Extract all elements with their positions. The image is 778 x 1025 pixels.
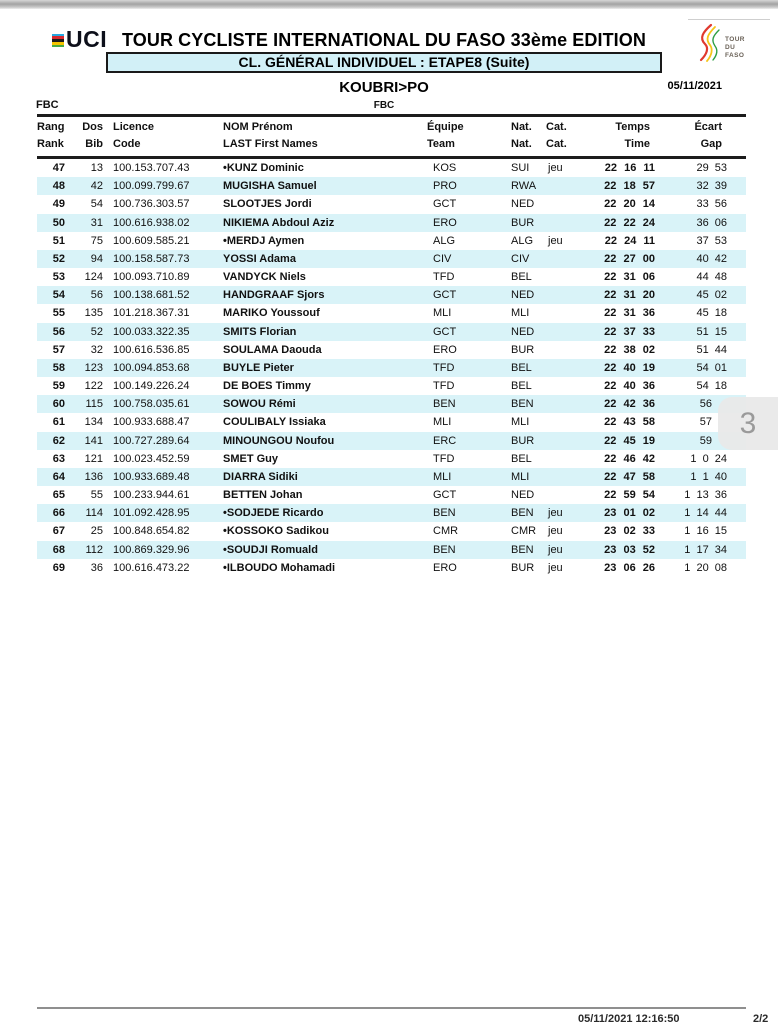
- column-header-license: Licence: [113, 121, 154, 133]
- cell-rider-name: YOSSI Adama: [223, 252, 296, 265]
- cell-nationality: RWA: [511, 180, 537, 193]
- stage-route-title: KOUBRI>PO: [339, 79, 429, 96]
- cell-team: CMR: [433, 525, 459, 538]
- column-header-category: Cat.: [546, 121, 567, 133]
- report-date: 05/11/2021: [667, 80, 722, 92]
- cell-bib: 134: [84, 416, 103, 429]
- cell-gap: 1 1 40: [690, 470, 727, 483]
- organizer-code-left: FBC: [36, 99, 59, 111]
- table-row: [37, 450, 746, 468]
- cell-gap: 45 18: [696, 307, 727, 320]
- cell-time: 22 38 02: [604, 343, 655, 356]
- cell-time: 22 42 36: [604, 398, 655, 411]
- cell-license: 100.149.226.24: [113, 380, 190, 393]
- cell-nationality: SUI: [511, 162, 530, 174]
- column-header-team: Équipe: [427, 121, 464, 133]
- column-header-time-en: Time: [624, 138, 650, 150]
- uci-rainbow-stripes-icon: [52, 34, 64, 48]
- cell-nationality: BEN: [511, 398, 534, 411]
- cell-time: 22 16 11: [604, 162, 655, 174]
- cell-rank: 67: [52, 525, 65, 538]
- cell-nationality: BEL: [511, 452, 532, 465]
- cell-license: 100.099.799.67: [113, 180, 190, 193]
- cell-license: 100.616.473.22: [113, 561, 190, 574]
- cell-gap: 29 53: [696, 162, 727, 174]
- cell-license: 100.933.688.47: [113, 416, 190, 429]
- cell-bib: 36: [90, 561, 103, 574]
- cyclist-swoosh-icon: [701, 25, 711, 60]
- cell-rank: 56: [52, 325, 65, 338]
- tdf-wordmark-line3: FASO: [725, 52, 745, 59]
- cell-license: 100.609.585.21: [113, 234, 190, 247]
- cell-time: 22 31 20: [604, 289, 655, 302]
- footer-rule: [37, 1007, 746, 1009]
- cell-rank: 61: [52, 416, 65, 429]
- cell-gap: 32 39: [696, 180, 727, 193]
- cell-nationality: NED: [511, 325, 535, 338]
- tdf-wordmark-line2: DU: [725, 44, 736, 51]
- cell-time: 22 22 24: [604, 216, 655, 229]
- cell-team: CIV: [433, 252, 452, 265]
- table-row: [37, 395, 746, 413]
- cell-nationality: NED: [511, 198, 535, 211]
- cell-time: 23 06 26: [604, 561, 655, 574]
- cell-license: 101.218.367.31: [113, 307, 190, 320]
- cell-team: GCT: [433, 289, 457, 302]
- cell-nationality: BUR: [511, 434, 535, 447]
- cell-time: 22 18 57: [604, 180, 655, 193]
- classification-title: CL. GÉNÉRAL INDIVIDUEL : ETAPE8 (Suite): [238, 54, 530, 70]
- cell-bib: 123: [84, 361, 103, 374]
- column-header-bib: Dos: [82, 121, 103, 133]
- tdf-wordmark-line1: TOUR: [725, 36, 745, 43]
- cell-rider-name: SOWOU Rémi: [223, 398, 296, 411]
- cell-rank: 68: [52, 543, 65, 556]
- cell-nationality: BEL: [511, 271, 532, 284]
- cell-bib: 114: [85, 507, 103, 520]
- cell-time: 22 40 36: [604, 380, 655, 393]
- cell-nationality: CIV: [511, 252, 530, 265]
- cell-rider-name: NIKIEMA Abdoul Aziz: [223, 216, 335, 229]
- cell-rank: 63: [52, 452, 65, 465]
- table-row: [37, 359, 746, 377]
- cell-rank: 49: [52, 198, 65, 211]
- tour-du-faso-logo: [693, 22, 769, 68]
- cell-bib: 54: [90, 198, 103, 211]
- table-row: [37, 195, 746, 213]
- footer-page-counter: 2/2: [753, 1013, 769, 1025]
- cell-rank: 62: [52, 434, 65, 447]
- cell-nationality: BEN: [511, 507, 534, 520]
- cell-time: 22 43 58: [604, 416, 655, 429]
- column-header-gap-en: Gap: [700, 138, 722, 150]
- cell-license: 100.158.587.73: [113, 252, 190, 265]
- cell-team: PRO: [433, 180, 457, 193]
- cell-license: 100.616.536.85: [113, 343, 190, 356]
- cell-time: 22 31 36: [604, 307, 655, 320]
- cell-team: KOS: [433, 162, 457, 174]
- cell-team: ERO: [433, 561, 457, 574]
- table-row: [37, 522, 746, 540]
- cell-gap: 1 17 34: [684, 543, 727, 556]
- column-header-rank: Rang: [37, 121, 65, 133]
- cell-time: 22 59 54: [604, 489, 655, 502]
- cell-rider-name: •SODJEDE Ricardo: [223, 507, 324, 520]
- cell-team: MLI: [433, 470, 452, 483]
- cell-license: 100.023.452.59: [113, 452, 190, 465]
- cell-rider-name: DIARRA Sidiki: [223, 470, 298, 483]
- cell-gap: 56: [699, 398, 712, 411]
- table-row: [37, 159, 746, 177]
- cell-rank: 53: [52, 271, 65, 284]
- cell-license: 100.736.303.57: [113, 198, 190, 211]
- cell-gap: 1 0 24: [690, 452, 727, 465]
- cell-bib: 136: [84, 470, 103, 483]
- cell-rank: 48: [52, 180, 65, 193]
- cell-bib: 32: [90, 343, 103, 356]
- cell-nationality: BEL: [511, 380, 532, 393]
- cell-gap: 1 14 44: [684, 507, 727, 520]
- cell-rank: 59: [52, 380, 65, 393]
- cell-rank: 51: [52, 234, 65, 247]
- table-row: [37, 232, 746, 250]
- cell-gap: 40 42: [696, 252, 727, 265]
- cell-license: 100.094.853.68: [113, 361, 190, 374]
- cell-rank: 52: [52, 252, 65, 265]
- cell-gap: 57: [699, 416, 712, 429]
- cell-rider-name: VANDYCK Niels: [223, 271, 306, 284]
- column-header-license-en: Code: [113, 138, 141, 150]
- cell-rider-name: BUYLE Pieter: [223, 361, 294, 374]
- uci-stripe: [52, 45, 64, 48]
- cell-nationality: MLI: [511, 470, 530, 483]
- cell-nationality: BUR: [511, 216, 535, 229]
- cell-team: ERC: [433, 434, 457, 447]
- cell-rider-name: DE BOES Timmy: [223, 380, 311, 393]
- uci-logo-text: UCI: [66, 26, 108, 52]
- cell-bib: 13: [90, 162, 103, 174]
- cell-gap: 37 53: [696, 234, 727, 247]
- cell-rider-name: •MERDJ Aymen: [223, 234, 305, 247]
- table-row: [37, 468, 746, 486]
- table-body: [37, 159, 746, 577]
- cell-gap: 59: [699, 434, 712, 447]
- cell-nationality: BEL: [511, 361, 532, 374]
- document-title: [106, 30, 662, 54]
- cell-gap: 1 16 15: [684, 525, 727, 538]
- cell-nationality: BUR: [511, 561, 535, 574]
- cell-license: 100.848.654.82: [113, 525, 190, 538]
- cell-category: jeu: [548, 561, 563, 574]
- cell-time: 22 40 19: [604, 361, 655, 374]
- column-header-name-en: LAST First Names: [223, 138, 318, 150]
- cell-nationality: NED: [511, 489, 535, 502]
- cell-time: 22 37 33: [604, 325, 655, 338]
- cell-rider-name: •KOSSOKO Sadikou: [223, 525, 329, 538]
- uci-logo: [52, 26, 108, 52]
- cell-category: jeu: [548, 162, 563, 174]
- cell-team: GCT: [433, 198, 457, 211]
- cell-team: ERO: [433, 343, 457, 356]
- cell-license: 100.138.681.52: [113, 289, 190, 302]
- column-header-nationality-en: Nat.: [511, 138, 532, 150]
- logo-divider-line: [688, 19, 770, 20]
- cell-license: 100.727.289.64: [113, 434, 190, 447]
- cell-license: 100.869.329.96: [113, 543, 190, 556]
- cell-bib: 75: [90, 234, 103, 247]
- cell-rider-name: •KUNZ Dominic: [223, 162, 304, 174]
- cell-license: 100.093.710.89: [113, 271, 190, 284]
- table-row: [37, 323, 746, 341]
- cell-nationality: NED: [511, 289, 535, 302]
- table-row: [37, 377, 746, 395]
- cell-bib: 122: [84, 380, 103, 393]
- cell-bib: 121: [84, 452, 103, 465]
- table-row: [37, 304, 746, 322]
- cell-team: ERO: [433, 216, 457, 229]
- cell-rank: 55: [52, 307, 65, 320]
- cell-rank: 60: [52, 398, 65, 411]
- cell-rider-name: MINOUNGOU Noufou: [223, 434, 335, 447]
- cell-category: jeu: [548, 507, 563, 520]
- cell-bib: 25: [90, 525, 103, 538]
- cell-gap: 54 01: [696, 361, 727, 374]
- cell-time: 22 27 00: [604, 252, 655, 265]
- cell-rank: 65: [52, 489, 65, 502]
- column-header-time: Temps: [615, 121, 650, 133]
- table-row: [37, 214, 746, 232]
- cell-nationality: ALG: [511, 234, 534, 247]
- table-row: [37, 268, 746, 286]
- cell-license: 100.033.322.35: [113, 325, 190, 338]
- cell-gap: 36 06: [696, 216, 727, 229]
- column-header-bib-en: Bib: [85, 138, 103, 150]
- cell-time: 22 46 42: [604, 452, 655, 465]
- cell-team: GCT: [433, 325, 457, 338]
- table-row: [37, 286, 746, 304]
- cell-rider-name: BETTEN Johan: [223, 489, 303, 502]
- cell-bib: 52: [90, 325, 103, 338]
- cell-time: 22 20 14: [604, 198, 655, 211]
- column-header-nationality: Nat.: [511, 121, 532, 133]
- cell-team: TFD: [433, 361, 455, 374]
- cell-rider-name: MARIKO Youssouf: [223, 307, 320, 320]
- cell-rank: 66: [52, 507, 65, 520]
- cell-category: jeu: [548, 525, 563, 538]
- cell-team: TFD: [433, 380, 455, 393]
- cell-time: 23 03 52: [604, 543, 655, 556]
- page-title: TOUR CYCLISTE INTERNATIONAL DU FASO 33ème EDITION: [122, 30, 646, 54]
- cell-rank: 57: [52, 343, 65, 356]
- cell-rank: 58: [52, 361, 65, 374]
- cell-rider-name: •SOUDJI Romuald: [223, 543, 318, 556]
- cell-time: 22 47 58: [604, 470, 655, 483]
- cell-gap: 54 18: [696, 380, 727, 393]
- cell-bib: 55: [90, 489, 103, 502]
- organizer-code-center: FBC: [373, 100, 395, 111]
- cell-bib: 135: [84, 307, 103, 320]
- cell-gap: 51 15: [696, 325, 727, 338]
- cell-rank: 47: [52, 162, 65, 174]
- cell-time: 22 24 11: [604, 234, 655, 247]
- column-header-name: NOM Prénom: [223, 121, 293, 133]
- footer-datetime: 05/11/2021 12:16:50: [578, 1013, 680, 1025]
- column-header-rank-en: Rank: [37, 138, 64, 150]
- table-row: [37, 504, 746, 522]
- page-number: 3: [739, 406, 757, 440]
- cell-bib: 94: [90, 252, 103, 265]
- cell-team: MLI: [433, 416, 452, 429]
- cell-rider-name: SMET Guy: [223, 452, 279, 465]
- cell-gap: 45 02: [696, 289, 727, 302]
- cell-team: MLI: [433, 307, 452, 320]
- table-row: [37, 177, 746, 195]
- classification-banner: [106, 52, 662, 73]
- cell-bib: 141: [84, 434, 103, 447]
- table-row: [37, 541, 746, 559]
- cell-category: jeu: [548, 543, 563, 556]
- cell-team: BEN: [433, 507, 456, 520]
- cell-bib: 112: [85, 543, 103, 556]
- cell-gap: 1 20 08: [684, 561, 727, 574]
- cell-bib: 124: [84, 271, 103, 284]
- cell-rank: 64: [52, 470, 65, 483]
- table-header: [37, 116, 746, 159]
- cell-rider-name: HANDGRAAF Sjors: [223, 289, 325, 302]
- table-row: [37, 341, 746, 359]
- table-row: [37, 486, 746, 504]
- table-row: [37, 413, 746, 431]
- cell-nationality: MLI: [511, 416, 530, 429]
- cell-category: jeu: [548, 234, 563, 247]
- viewer-top-bar: [0, 0, 778, 9]
- cell-bib: 56: [90, 289, 103, 302]
- cell-team: BEN: [433, 398, 456, 411]
- cell-nationality: BUR: [511, 343, 535, 356]
- cell-gap: 44 48: [696, 271, 727, 284]
- cell-rank: 50: [52, 216, 65, 229]
- table-row: [37, 559, 746, 577]
- cell-team: TFD: [433, 452, 455, 465]
- cell-nationality: MLI: [511, 307, 530, 320]
- cell-license: 100.233.944.61: [113, 489, 190, 502]
- cell-gap: 1 13 36: [684, 489, 727, 502]
- cell-gap: 51 44: [696, 343, 727, 356]
- page-number-badge: [718, 397, 778, 450]
- cell-bib: 42: [90, 180, 103, 193]
- cell-team: GCT: [433, 489, 457, 502]
- cell-license: 100.758.035.61: [113, 398, 190, 411]
- cell-rank: 69: [52, 561, 65, 574]
- cell-time: 23 02 33: [604, 525, 655, 538]
- cell-rank: 54: [52, 289, 65, 302]
- column-header-category-en: Cat.: [546, 138, 567, 150]
- cell-time: 22 31 06: [604, 271, 655, 284]
- column-header-team-en: Team: [427, 138, 455, 150]
- cell-rider-name: COULIBALY Issiaka: [223, 416, 326, 429]
- cell-team: ALG: [433, 234, 456, 247]
- cell-team: TFD: [433, 271, 455, 284]
- cell-license: 101.092.428.95: [113, 507, 190, 520]
- cell-gap: 33 56: [696, 198, 727, 211]
- cell-license: 100.616.938.02: [113, 216, 190, 229]
- cell-rider-name: SMITS Florian: [223, 325, 297, 338]
- cell-bib: 115: [85, 398, 103, 411]
- cell-bib: 31: [90, 216, 103, 229]
- cell-nationality: BEN: [511, 543, 534, 556]
- cell-rider-name: SOULAMA Daouda: [223, 343, 322, 356]
- table-row: [37, 432, 746, 450]
- cell-license: 100.153.707.43: [113, 162, 190, 174]
- table-header-french: [37, 119, 746, 136]
- cell-rider-name: MUGISHA Samuel: [223, 180, 317, 193]
- table-header-english: [37, 136, 746, 153]
- cell-time: 23 01 02: [604, 507, 655, 520]
- table-row: [37, 250, 746, 268]
- cell-nationality: CMR: [511, 525, 537, 538]
- cell-rider-name: •ILBOUDO Mohamadi: [223, 561, 336, 574]
- cell-license: 100.933.689.48: [113, 470, 190, 483]
- cell-rider-name: SLOOTJES Jordi: [223, 198, 312, 211]
- cyclist-swoosh-icon: [713, 30, 719, 60]
- cell-time: 22 45 19: [604, 434, 655, 447]
- column-header-gap: Écart: [694, 121, 722, 133]
- cell-team: BEN: [433, 543, 456, 556]
